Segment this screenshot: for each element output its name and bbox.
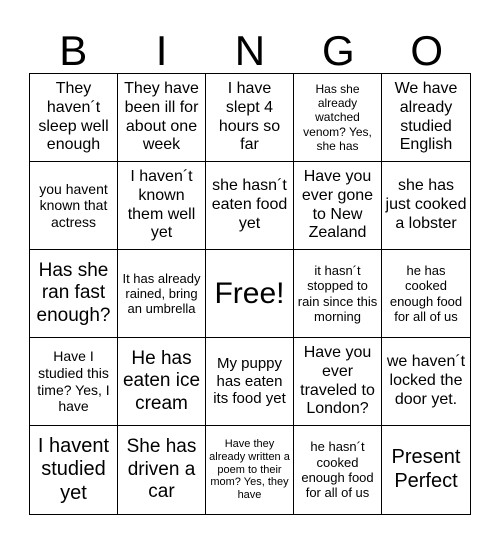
- header-letter-g: G: [322, 27, 355, 74]
- bingo-cell-r5c1[interactable]: I havent studied yet: [30, 426, 118, 514]
- bingo-cell-r4c4[interactable]: Have you ever traveled to London?: [294, 338, 382, 426]
- bingo-cell-r1c4[interactable]: Has she already watched venom? Yes, she has: [294, 74, 382, 162]
- bingo-cell-r2c3[interactable]: she hasn´t eaten food yet: [206, 162, 294, 250]
- bingo-cell-r2c2[interactable]: I haven´t known them well yet: [118, 162, 206, 250]
- bingo-cell-r4c3[interactable]: My puppy has eaten its food yet: [206, 338, 294, 426]
- bingo-cell-r1c2[interactable]: They have been ill for about one week: [118, 74, 206, 162]
- header-letter-o: O: [410, 27, 444, 74]
- bingo-cell-r1c5[interactable]: We have already studied English: [382, 74, 470, 162]
- header-letter-i: I: [155, 27, 168, 74]
- bingo-cell-r1c3[interactable]: I have slept 4 hours so far: [206, 74, 294, 162]
- bingo-cell-r5c4[interactable]: he hasn´t cooked enough food for all of us: [294, 426, 382, 514]
- bingo-cell-r3c4[interactable]: it hasn´t stopped to rain since this morning: [294, 250, 382, 338]
- bingo-cell-r4c1[interactable]: Have I studied this time? Yes, I have: [30, 338, 118, 426]
- bingo-grid: [29, 73, 471, 515]
- bingo-cell-r4c5[interactable]: we haven´t locked the door yet.: [382, 338, 470, 426]
- bingo-cell-r2c1[interactable]: you havent known that actress: [30, 162, 118, 250]
- bingo-cell-r3c5[interactable]: he has cooked enough food for all of us: [382, 250, 470, 338]
- bingo-cell-r2c5[interactable]: she has just cooked a lobster: [382, 162, 470, 250]
- bingo-cell-r3c2[interactable]: It has already rained, bring an umbrella: [118, 250, 206, 338]
- header-letter-n: N: [234, 27, 266, 74]
- bingo-cell-r5c3[interactable]: Have they already written a poem to their mom? Yes, they have: [206, 426, 294, 514]
- bingo-cell-r3c1[interactable]: Has she ran fast enough?: [30, 250, 118, 338]
- header-letter-b: B: [59, 27, 88, 74]
- bingo-cell-r1c1[interactable]: They haven´t sleep well enough: [30, 74, 118, 162]
- bingo-cell-r5c5[interactable]: Present Perfect: [391, 446, 461, 492]
- bingo-cell-r4c2[interactable]: He has eaten ice cream: [118, 338, 206, 426]
- bingo-header: [29, 26, 471, 76]
- free-space-cell[interactable]: Free!: [206, 250, 294, 338]
- bingo-cell-r2c4[interactable]: Have you ever gone to New Zealand: [294, 162, 382, 250]
- bingo-cell-r5c2[interactable]: She has driven a car: [118, 426, 206, 514]
